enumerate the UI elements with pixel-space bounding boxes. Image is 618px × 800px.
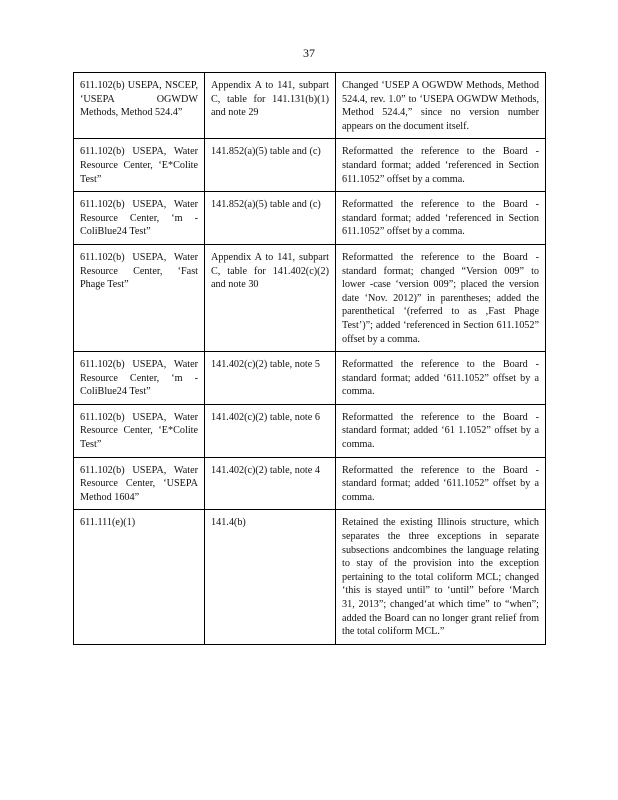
federal-source-cell: 141.402(c)(2) table, note 5 [205, 352, 336, 405]
section-cell: 611.102(b) USEPA, Water Resource Center, ‘m - ColiBlue24 Test” [74, 192, 205, 245]
table-row [74, 404, 546, 457]
change-description-cell: Changed ‘USEP A OGWDW Methods, Method 524.4, rev. 1.0” to ‘USEPA OGWDW Methods, Method 524.4,” since no version number appears on the document itself. [336, 73, 546, 139]
change-description-cell: Retained the existing Illinois structure, which separates the three exceptions in separate subsections andcombines the language relating to stay of the provision into the exception pertaining to the total coliform MCL; changed ‘this is stayed until” to ‘until” before ‘March 31, 2013”; changed‘at which time” to “when”; added the Board can no longer grant relief from the total coliform MCL.” [336, 510, 546, 644]
section-cell: 611.111(e)(1) [74, 510, 205, 644]
federal-source-cell: 141.402(c)(2) table, note 6 [205, 404, 336, 457]
table-row [74, 457, 546, 510]
federal-source-cell: 141.852(a)(5) table and (c) [205, 192, 336, 245]
page-number: 37 [303, 46, 315, 60]
table-row [74, 244, 546, 351]
section-cell: 611.102(b) USEPA, NSCEP, ‘USEPA OGWDW Methods, Method 524.4” [74, 73, 205, 139]
table-row [74, 139, 546, 192]
change-description-cell: Reformatted the reference to the Board -standard format; added ‘611.1052” offset by a comma. [336, 352, 546, 405]
table-row [74, 510, 546, 644]
change-description-cell: Reformatted the reference to the Board -standard format; changed “Version 009” to lower -case ‘version 009”; placed the version date ‘Nov. 2012)” in parentheses; added the parenthetical ‘(referred to as ,Fast Phage Test’)”; added ‘referenced in Section 611.1052” offset by a comma. [336, 244, 546, 351]
federal-source-cell: Appendix A to 141, subpart C, table for 141.131(b)(1) and note 29 [205, 73, 336, 139]
changes-table [73, 72, 546, 645]
change-description-cell: Reformatted the reference to the Board -standard format; added ‘referenced in Section 611.1052” offset by a comma. [336, 192, 546, 245]
section-cell: 611.102(b) USEPA, Water Resource Center, ‘Fast Phage Test” [74, 244, 205, 351]
table-row [74, 73, 546, 139]
federal-source-cell: 141.852(a)(5) table and (c) [205, 139, 336, 192]
table-row [74, 352, 546, 405]
federal-source-cell: Appendix A to 141, subpart C, table for 141.402(c)(2) and note 30 [205, 244, 336, 351]
section-cell: 611.102(b) USEPA, Water Resource Center, ‘USEPA Method 1604” [74, 457, 205, 510]
section-cell: 611.102(b) USEPA, Water Resource Center, ‘E*Colite Test” [74, 139, 205, 192]
change-description-cell: Reformatted the reference to the Board -standard format; added ‘61 1.1052” offset by a comma. [336, 404, 546, 457]
section-cell: 611.102(b) USEPA, Water Resource Center, ‘E*Colite Test” [74, 404, 205, 457]
table-row [74, 192, 546, 245]
section-cell: 611.102(b) USEPA, Water Resource Center, ‘m - ColiBlue24 Test” [74, 352, 205, 405]
change-description-cell: Reformatted the reference to the Board -standard format; added ‘611.1052” offset by a comma. [336, 457, 546, 510]
federal-source-cell: 141.4(b) [205, 510, 336, 644]
change-description-cell: Reformatted the reference to the Board -standard format; added ‘referenced in Section 611.1052” offset by a comma. [336, 139, 546, 192]
federal-source-cell: 141.402(c)(2) table, note 4 [205, 457, 336, 510]
